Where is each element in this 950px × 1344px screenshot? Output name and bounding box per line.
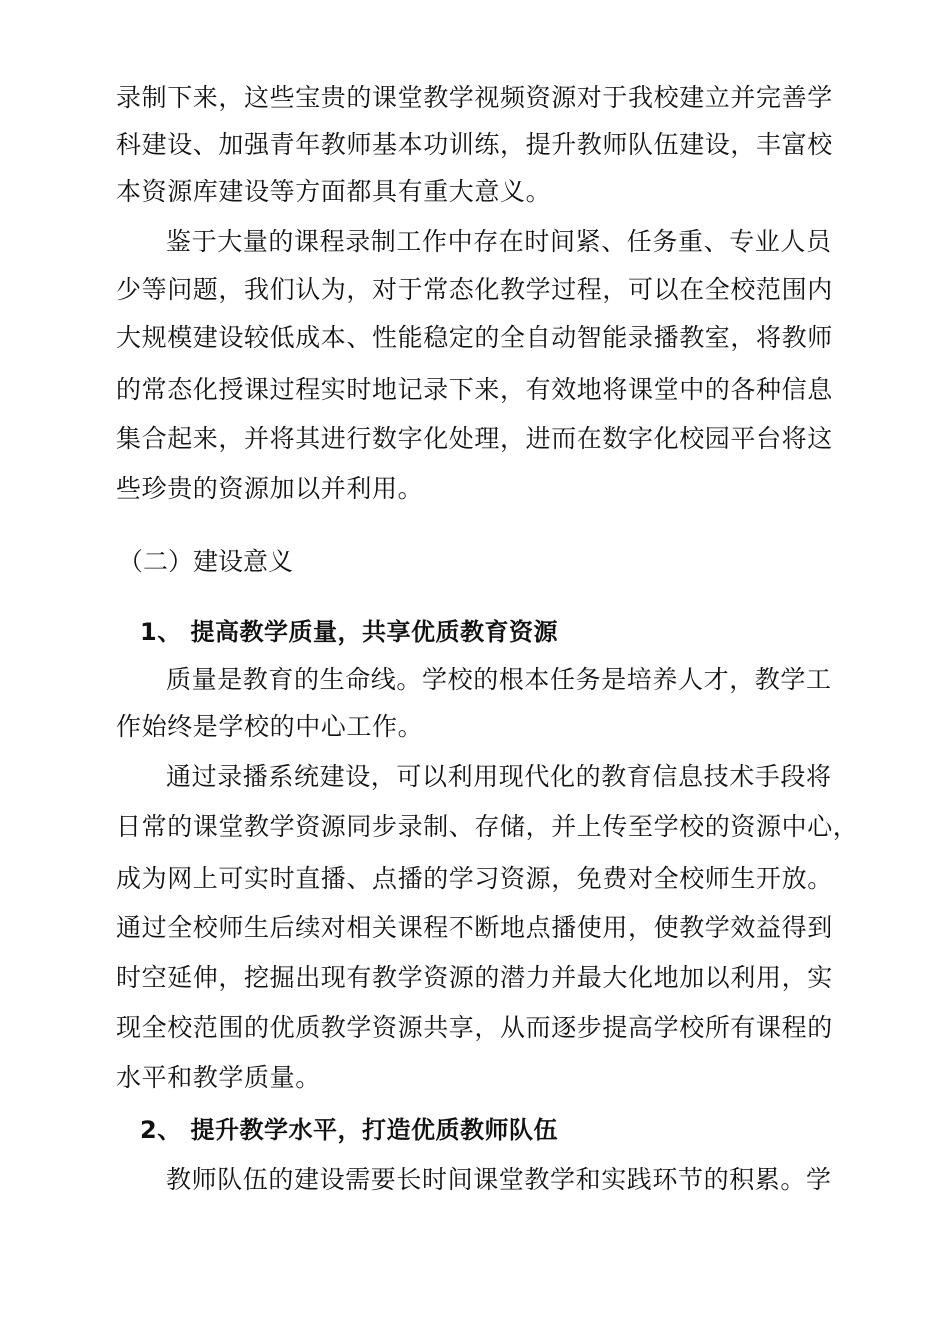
paragraph-line: 成为网上可实时直播、点播的学习资源，免费对全校师生开放。 [116,864,833,893]
paragraph-line: 现全校范围的优质教学资源共享，从而逐步提高学校所有课程的 [116,1013,833,1042]
paragraph-line: 集合起来，并将其进行数字化处理，进而在数字化校园平台将这 [116,424,833,453]
paragraph-line: 大规模建设较低成本、性能稳定的全自动智能录播教室，将教师 [116,323,833,352]
subsection-heading: 2、 提升教学水平，打造优质教师队伍 [140,1116,559,1144]
paragraph-line: 通过录播系统建设，可以利用现代化的教育信息技术手段将 [166,762,832,791]
subsection-heading: 1、 提高教学质量，共享优质教育资源 [140,618,559,646]
paragraph-line: 些珍贵的资源加以并利用。 [116,474,424,503]
paragraph-line: 教师队伍的建设需要长时间课堂教学和实践环节的积累。学 [166,1165,832,1194]
paragraph-line: 质量是教育的生命线。学校的根本任务是培养人才，教学工 [166,665,832,694]
paragraph-line: 的常态化授课过程实时地记录下来，有效地将课堂中的各种信息 [116,375,833,404]
paragraph-line: 作始终是学校的中心工作。 [116,712,424,741]
paragraph-line: 水平和教学质量。 [116,1063,321,1092]
paragraph-line: 科建设、加强青年教师基本功训练，提升教师队伍建设，丰富校 [116,130,833,159]
paragraph-line: 鉴于大量的课程录制工作中存在时间紧、任务重、专业人员 [166,227,832,256]
paragraph-line: 录制下来，这些宝贵的课堂教学视频资源对于我校建立并完善学 [116,83,833,112]
paragraph-line: 通过全校师生后续对相关课程不断地点播使用，使教学效益得到 [116,913,833,942]
paragraph-line: 日常的课堂教学资源同步录制、存储，并上传至学校的资源中心， [116,812,859,841]
paragraph-line: 本资源库建设等方面都具有重大意义。 [116,177,552,206]
section-heading: （二）建设意义 [118,547,294,576]
paragraph-line: 少等问题，我们认为，对于常态化教学过程，可以在全校范围内 [116,275,833,304]
paragraph-line: 时空延伸，挖掘出现有教学资源的潜力并最大化地加以利用，实 [116,963,833,992]
